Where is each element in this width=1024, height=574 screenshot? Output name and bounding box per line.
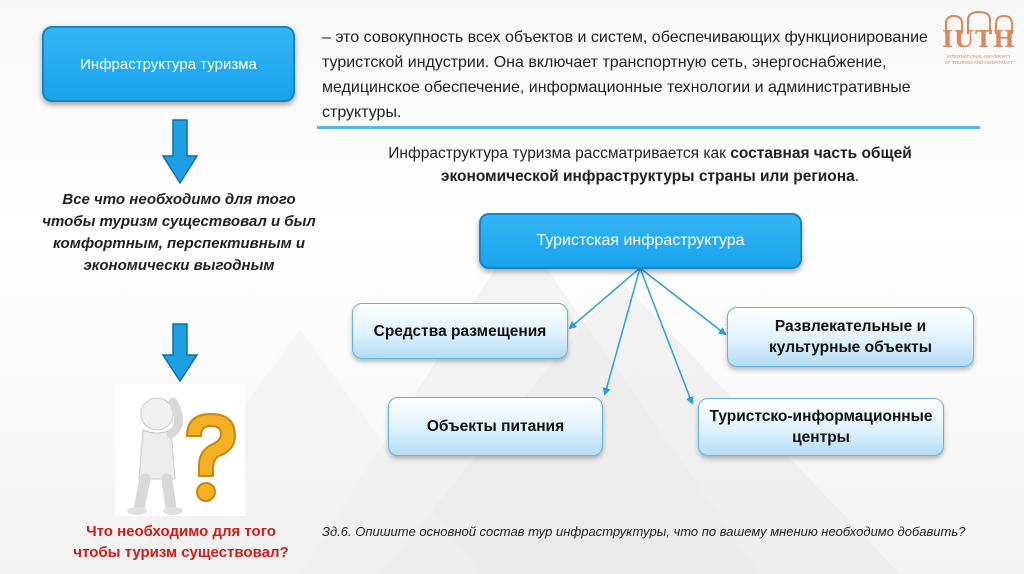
definition-text: – это совокупность всех объектов и систем, обеспечивающих функционирование туристской индустрии. Она включает транспортную сеть, энергоснабжение, медицинское обеспечение, информационные технологии и административные структуры. <box>322 29 928 121</box>
node-info-centers-label: Туристско-информационные центры <box>709 408 933 446</box>
university-logo <box>938 10 1020 74</box>
left-description: Все что необходимо для того чтобы туризм существовал и был комфортным, перспективным и экономически выгодным <box>42 191 316 274</box>
logo-subtitle-2: OF TOURISM AND HOSPITALITY <box>944 60 1014 65</box>
diagram-root-label: Туристская инфраструктура <box>536 232 745 249</box>
node-catering-label: Объекты питания <box>426 418 565 435</box>
node-accommodation <box>352 303 568 359</box>
subtitle-plain: Инфраструктура туризма рассматривается как <box>388 145 731 162</box>
diagram-root-box <box>479 213 802 269</box>
subtitle-bold: составная часть общей экономической инфраструктуры страны или региона <box>440 145 912 185</box>
logo-text: IUTH <box>942 26 1016 53</box>
logo-subtitle-1: INTERNATIONAL UNIVERSITY <box>947 54 1011 59</box>
task-text: Зд.6. Опишите основной состав тур инфраструктуры, что по вашему мнению необходимо добавить? <box>322 524 966 539</box>
node-accommodation-label: Средства размещения <box>373 322 547 340</box>
subtitle-end: . <box>854 168 860 185</box>
node-entertainment <box>727 307 974 367</box>
node-catering <box>388 397 603 456</box>
node-entertainment-label: Развлекательные и культурные объекты <box>769 318 932 356</box>
question-caption: Что необходимо для того чтобы туризм существовал? <box>73 523 289 561</box>
title-box-label: Инфраструктура туризма <box>80 55 257 73</box>
node-info-centers <box>698 398 944 456</box>
